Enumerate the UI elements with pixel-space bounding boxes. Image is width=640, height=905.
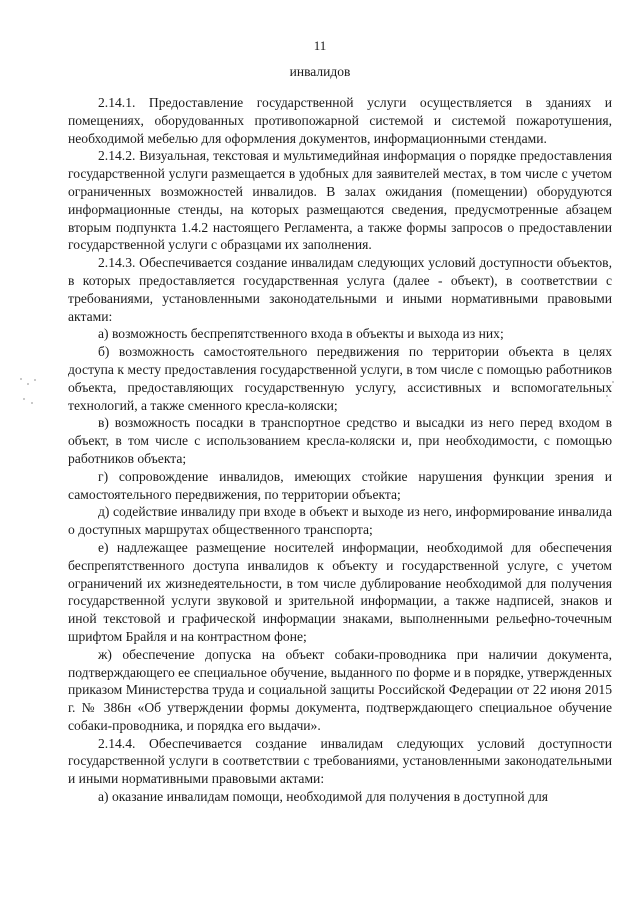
page-number: 11 bbox=[313, 38, 327, 53]
document-body bbox=[68, 94, 612, 806]
section-heading-continuation: инвалидов bbox=[289, 64, 351, 79]
list-item-g: г) сопровождение инвалидов, имеющих стойкие нарушения функции зрения и самостоятельного передвижения, по территории объекта; bbox=[68, 468, 612, 502]
list-item-a: а) возможность беспрепятственного входа в объекты и выхода из них; bbox=[98, 326, 504, 342]
list-item-zh: ж) обеспечение допуска на объект собаки-проводника при наличии документа, подтверждающего ее специальное обучение, выданного по форме и в порядке, утвержденных приказом Министерства труда и социальной защиты Российской Федерации от 22 июня 2015 г. № 386н «Об утверждении формы документа, подтверждающего специальное обучение собаки-проводника, и порядка его выдачи». bbox=[68, 646, 612, 733]
list-item-a-2: а) оказание инвалидам помощи, необходимой для получения в доступной для bbox=[98, 789, 549, 805]
list-item-d: д) содействие инвалиду при входе в объект и выходе из него, информирование инвалида о доступных маршрутах общественного транспорта; bbox=[68, 504, 612, 538]
paragraph-2-14-2: 2.14.2. Визуальная, текстовая и мультимедийная информация о порядке предоставления государственной услуги размещается в удобных для заявителей местах, в том числе с учетом ограниченных возможностей инвалидов. В залах ожидания (помещении) оборудуются информационные стенды, на которых размещаются сведения, предусмотренные абзацем вторым подпункта 1.4.2 настоящего Регламента, а также формы запросов о предоставлении государственной услуги с образцами их заполнения. bbox=[68, 148, 612, 253]
list-item-b: б) возможность самостоятельного передвижения по территории объекта в целях доступа к месту предоставления государственной услуги, в том числе с помощью работников объекта, предоставляющих государственную услугу, ассистивных и вспомогательных технологий, а также сменного кресла-коляски; bbox=[68, 344, 612, 413]
list-item-v: в) возможность посадки в транспортное средство и высадки из него перед входом в объект, в том числе с использованием кресла-коляски и, при необходимости, с помощью работников объекта; bbox=[68, 415, 612, 466]
paragraph-2-14-3: 2.14.3. Обеспечивается создание инвалидам следующих условий доступности объектов, в которых предоставляется государственная услуга (далее - объект), в соответствии с требованиями, установленными законодательными и иными нормативными правовыми актами: bbox=[68, 255, 612, 324]
list-item-e: е) надлежащее размещение носителей информации, необходимой для обеспечения беспрепятственного доступа инвалидов к объекту и государственной услуге, с учетом ограничений их жизнедеятельности, в том числе дублирование необходимой для получения государственной услуги звуковой и зрительной информации, а также надписей, знаков и иной текстовой и графической информации знаками, выполненными рельефно-точечным шрифтом Брайля и на контрастном фоне; bbox=[68, 539, 612, 644]
paragraph-2-14-1: 2.14.1. Предоставление государственной услуги осуществляется в зданиях и помещениях, оборудованных противопожарной системой и системой пожаротушения, необходимой мебелью для оформления документов, информационными стендами. bbox=[68, 95, 612, 146]
paragraph-2-14-4: 2.14.4. Обеспечивается создание инвалидам следующих условий доступности государственной услуги в соответствии с требованиями, установленными законодательными и иными нормативными правовыми актами: bbox=[68, 735, 612, 787]
